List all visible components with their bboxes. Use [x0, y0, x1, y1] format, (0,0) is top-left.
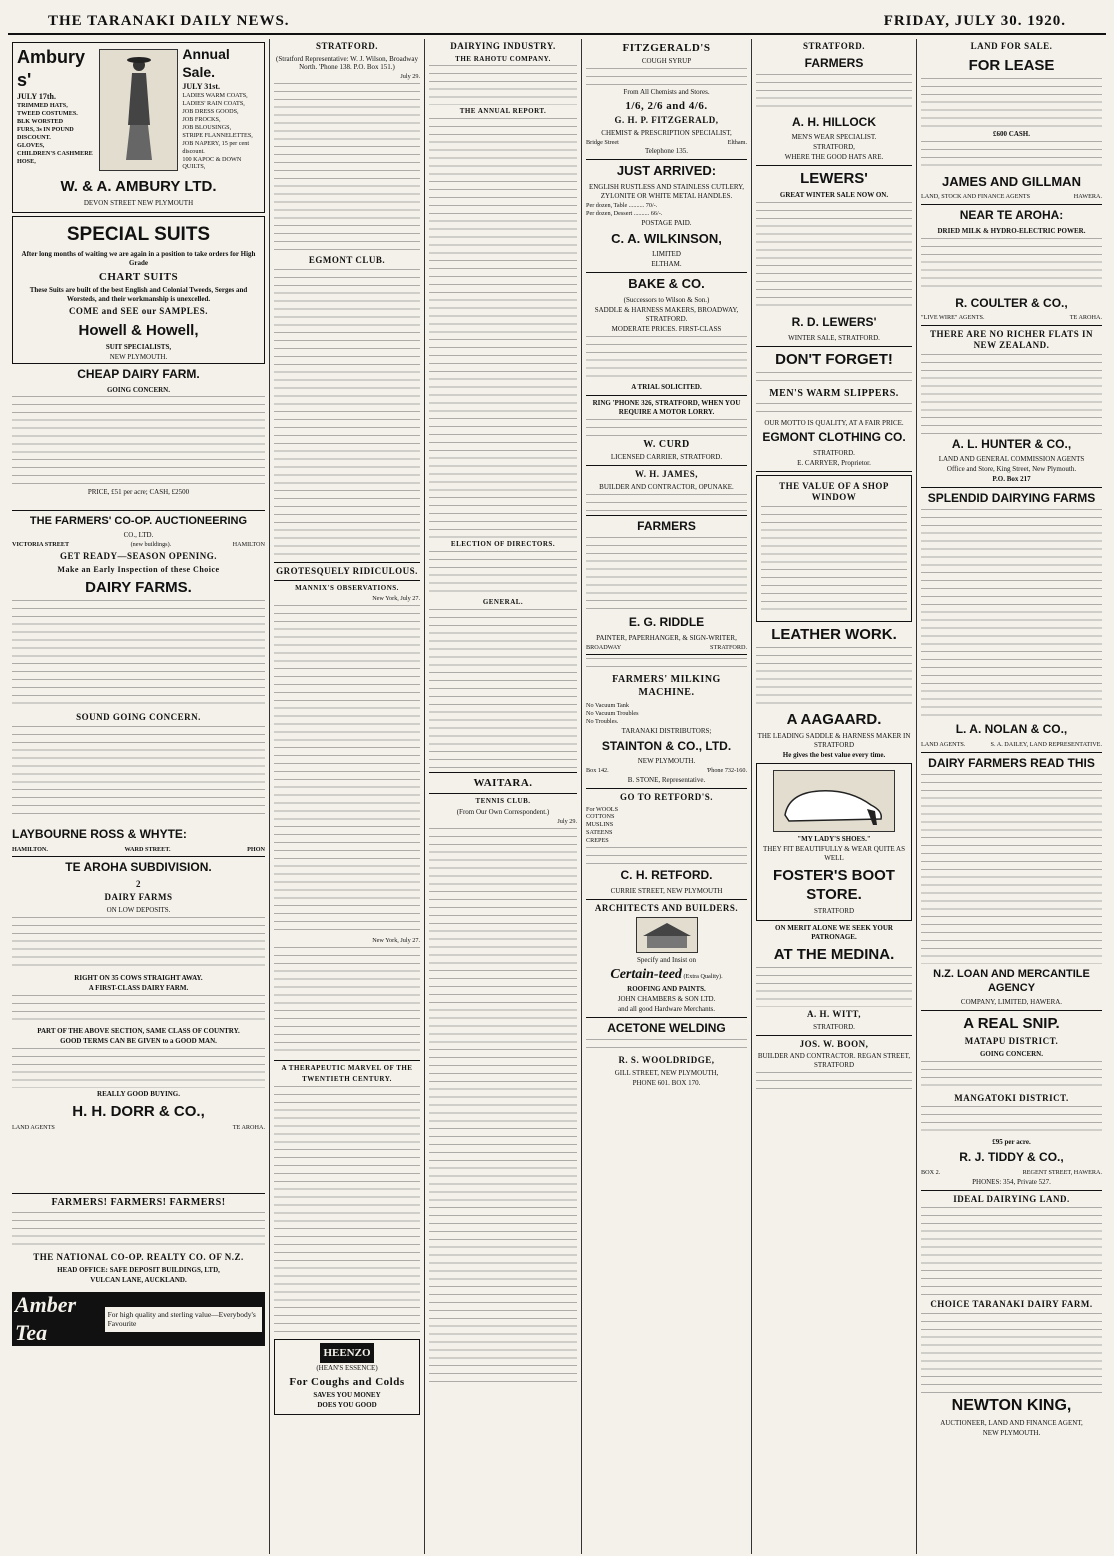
aroha-body-text	[12, 917, 265, 972]
cheap-price: PRICE, £51 per acre; CASH, £2500	[87, 488, 190, 497]
bake-role: SADDLE & HARNESS MAKERS, BROADWAY, STRATFORD.	[594, 305, 739, 323]
acetone-title: ACETONE WELDING	[607, 1020, 726, 1035]
milking-box: Box 142.	[586, 767, 609, 775]
arrived-table: Per dozen, Table .......... 70/-.	[586, 201, 658, 209]
certain-arch: ARCHITECTS AND BUILDERS.	[594, 902, 739, 913]
bake-advert	[586, 276, 747, 391]
leather-title: LEATHER WORK.	[771, 625, 897, 643]
shop-title: THE VALUE OF A SHOP WINDOW	[779, 480, 889, 503]
column-1	[8, 39, 270, 1554]
paper-name: THE TARANAKI DAILY NEWS.	[48, 13, 290, 29]
curd-body-text	[586, 419, 747, 437]
building-illustration	[636, 917, 698, 953]
hillock-tag: WHERE THE GOOD HATS ARE.	[784, 153, 884, 162]
wilkinson-town: ELTHAM.	[651, 260, 682, 269]
aroha-firm: H. H. DORR & CO.,	[72, 1102, 205, 1120]
foster-firm: FOSTER'S BOOT STORE.	[773, 866, 895, 904]
richer-body-text	[921, 354, 1102, 434]
ambury-advert	[12, 42, 265, 213]
c2-date: July 29.	[400, 73, 420, 81]
c3-date: July 29.	[557, 818, 577, 826]
snip-title: A REAL SNIP.	[963, 1015, 1060, 1033]
lady-figure-icon	[122, 55, 156, 165]
bake-prices: MODERATE PRICES. FIRST-CLASS	[611, 324, 722, 333]
nolan-rep: S. A. DAILEY, LAND REPRESENTATIVE.	[990, 740, 1102, 748]
riddle-town: STRATFORD.	[710, 643, 747, 651]
heenzo-brand: HEENZO	[320, 1343, 373, 1363]
laybourne-right: PHON	[247, 845, 265, 853]
mangatoki-body-text	[921, 1106, 1102, 1136]
shop-window-advert	[756, 475, 912, 622]
milking-rep: B. STONE, Representative.	[627, 776, 706, 785]
riddle-street: BROADWAY	[586, 643, 622, 651]
james-title: W. H. JAMES,	[635, 469, 698, 480]
aroha-body-text-3	[12, 1048, 265, 1088]
fitz-title: FITZGERALD'S	[622, 42, 711, 54]
laybourne-title: LAYBOURNE ROSS & WHYTE:	[12, 827, 187, 842]
amber-tag: For high quality and sterling value—Everybody's Favourite	[105, 1307, 262, 1332]
fitz-firm: G. H. P. FITZGERALD,	[614, 115, 719, 126]
national-office: HEAD OFFICE: SAFE DEPOSIT BUILDINGS, LTD,	[57, 1265, 220, 1274]
amber-tea-advert	[12, 1292, 265, 1346]
aroha-near: NEAR TE AROHA:	[959, 208, 1064, 223]
aroha-really: REALLY GOOD BUYING.	[97, 1089, 180, 1098]
c3-report-text	[429, 118, 577, 538]
national-body-text	[12, 1212, 265, 1250]
aagaard-tag: He gives the best value every time.	[782, 751, 886, 760]
aroha-good: GOOD TERMS CAN BE GIVEN to a GOOD MAN.	[60, 1036, 217, 1045]
c3-rahotu: THE RAHOTU COMPANY.	[455, 54, 551, 63]
leather-body-text	[756, 647, 912, 707]
c3-own: (From Our Own Correspondent.)	[456, 808, 550, 817]
ambury-right-1: LADIES' RAIN COATS,	[182, 99, 245, 107]
c2-ny1: New York, July 27.	[372, 595, 420, 603]
riddle-title: E. G. RIDDLE	[628, 615, 705, 630]
fitz-tel: Telephone 135.	[644, 147, 689, 156]
coop-title: THE FARMERS' CO-OP. AUCTIONEERING	[29, 515, 248, 528]
suits-advert	[12, 216, 265, 364]
boon-firm: JOS. W. BOON,	[799, 1038, 869, 1049]
ambury-right-3: JOB FROCKS,	[182, 115, 221, 123]
lewers-firm: R. D. LEWERS'	[791, 315, 877, 330]
lady-illustration	[99, 49, 179, 171]
retford-wools: For WOOLS	[586, 805, 619, 813]
cheap-title: CHEAP DAIRY FARM.	[77, 367, 200, 382]
bake-body-text	[586, 336, 747, 381]
ambury-date-1: JULY 17th.	[17, 92, 56, 102]
ambury-right-5: STRIPE FLANNELETTES,	[182, 131, 253, 139]
coop-sound: SOUND GOING CONCERN.	[76, 712, 201, 723]
fitz-sub: COUGH SYRUP	[641, 57, 692, 66]
heenzo-coughs: For Coughs and Colds	[289, 1376, 405, 1389]
mangatoki-title: MANGATOKI DISTRICT.	[954, 1092, 1069, 1103]
ambury-right-7: 100 KAPOC & DOWN QUILTS,	[182, 155, 242, 171]
aagaard-role: THE LEADING SADDLE & HARNESS MAKER IN STRATFORD	[757, 732, 911, 750]
retford-item-1: MUSLINS	[586, 821, 614, 829]
heenzo-sub: (HEAN'S ESSENCE)	[316, 1364, 378, 1373]
egmont-clothing: EGMONT CLOTHING CO.	[762, 430, 906, 445]
suits-lead: After long months of waiting we are again in a position to take orders for High Grade	[21, 250, 256, 268]
c2-marvel-text	[274, 1086, 420, 1336]
coop-ready: GET READY—SEASON OPENING.	[59, 551, 218, 562]
matapu-title: MATAPU DISTRICT.	[964, 1036, 1059, 1047]
aroha-town: TE AROHA.	[232, 1123, 265, 1131]
coop-body-text-2	[12, 726, 265, 821]
bake-trial: A TRIAL SOLICITED.	[631, 382, 702, 391]
coulter-town: TE AROHA.	[1069, 313, 1102, 321]
heenzo-advert	[274, 1339, 420, 1415]
ambury-sale: Annual Sale.	[182, 46, 230, 80]
ambury-right-2: JOB DRESS GOODS,	[182, 107, 239, 115]
egmont-town: STRATFORD.	[813, 448, 855, 457]
newton-firm: NEWTON KING,	[951, 1396, 1072, 1414]
ambury-right-0: LADIES WARM COATS,	[182, 92, 248, 100]
c5-farmers: FARMERS	[804, 55, 864, 70]
certain-quality: (Extra Quality).	[683, 972, 723, 980]
national-lane: VULCAN LANE, AUCKLAND.	[90, 1275, 187, 1284]
c2-mannix-text	[274, 605, 420, 935]
milking-phone: 'Phone 732-160.	[706, 767, 747, 775]
suits-firm: Howell & Howell,	[78, 321, 199, 339]
milking-intro-text	[586, 658, 747, 672]
ambury-left-3: FURS, 3s IN POUND DISCOUNT.	[17, 126, 74, 142]
shop-body-text	[761, 506, 907, 616]
suits-role: SUIT SPECIALISTS,	[105, 343, 172, 352]
heenzo-does: DOES YOU GOOD	[317, 1401, 377, 1410]
certain-firm: JOHN CHAMBERS & SON LTD.	[617, 994, 716, 1003]
acetone-advert	[586, 1021, 747, 1088]
fitz-street: Bridge Street	[586, 138, 619, 146]
forget-title: DON'T FORGET!	[775, 350, 893, 368]
tiddy-phone: PHONES: 354, Private 527.	[972, 1177, 1051, 1186]
c2-egmont: EGMONT CLUB.	[308, 255, 386, 266]
c2-century: TWENTIETH CENTURY.	[302, 1075, 392, 1084]
coop-dairy: DAIRY FARMS.	[85, 578, 192, 596]
ambury-left-5: CHILDREN'S CASHMERE HOSE,	[17, 149, 93, 165]
coulter-tag: "LIVE WIRE" AGENTS.	[921, 313, 985, 321]
ambury-right-6: JOB NAPERY, 15 per cent discount.	[182, 139, 250, 155]
milking-title: FARMERS' MILKING MACHINE.	[612, 674, 721, 699]
farmers-coop-advert	[12, 514, 265, 824]
suits-call: COME and SEE our SAMPLES.	[68, 306, 209, 317]
jg-role: LAND, STOCK AND FINANCE AGENTS	[921, 193, 1031, 201]
bake-succ: (Successors to Wilson & Son.)	[623, 295, 710, 304]
c3-election: ELECTION OF DIRECTORS.	[450, 540, 556, 549]
shoe-icon	[779, 775, 889, 827]
ideal-body-text	[921, 1207, 1102, 1297]
retford-item-2: SATEENS	[586, 829, 613, 837]
retford-item-3: CREPES	[586, 837, 609, 845]
arrived-postage: POSTAGE PAID.	[641, 218, 692, 227]
c3-report: THE ANNUAL REPORT.	[459, 107, 547, 116]
aroha-num: 2	[136, 878, 141, 889]
ambury-address: DEVON STREET NEW PLYMOUTH	[83, 199, 194, 208]
ambury-left-0: TRIMMED HATS,	[17, 102, 68, 110]
read-title: DAIRY FARMERS READ THIS	[928, 755, 1095, 770]
riddle-advert	[586, 519, 747, 652]
lewers-title: LEWERS'	[800, 170, 868, 188]
lease-body-text	[921, 78, 1102, 128]
foster-advert	[756, 763, 912, 921]
column-2	[270, 39, 425, 1554]
hillock-role: MEN'S WEAR SPECIALIST.	[791, 133, 877, 142]
jg-firm: JAMES AND GILLMAN	[942, 173, 1081, 189]
coop-body-text	[12, 600, 265, 710]
c2-mannix-text-2	[274, 947, 420, 1057]
aroha-deposits: ON LOW DEPOSITS.	[106, 905, 171, 914]
c3-election-text	[429, 551, 577, 596]
column-4	[582, 39, 752, 1554]
farmers-line: FARMERS! FARMERS! FARMERS!	[51, 1197, 226, 1209]
certain-brand: Certain-teed	[610, 966, 682, 982]
wilkinson-advert	[586, 163, 747, 269]
c2-council-text	[274, 83, 420, 253]
milking-line-0: No Vacuum Tank	[586, 702, 629, 710]
hillock-firm: A. H. HILLOCK	[792, 114, 876, 129]
ambury-left-2: BLK WORSTED	[17, 118, 64, 126]
aagaard-firm: A AAGAARD.	[786, 710, 882, 728]
richer-title: THERE ARE NO RICHER FLATS IN NEW ZEALAND.	[929, 328, 1094, 351]
cheap-sub: GOING CONCERN.	[106, 385, 170, 394]
splendid-title: SPLENDID DAIRYING FARMS	[927, 491, 1096, 506]
milking-firm: STAINTON & CO., LTD.	[601, 738, 732, 753]
c2-rep: (Stratford Representative: W. J. Wilson, Broadway North. 'Phone 138. P.O. Box 151.)	[276, 54, 418, 72]
c6-head: LAND FOR SALE.	[970, 41, 1053, 51]
tiddy-addr: REGENT STREET, HAWERA.	[1022, 1168, 1102, 1176]
hunter-firm: A. L. HUNTER & CO.,	[951, 436, 1072, 451]
coop-sub: CO., LTD.	[123, 531, 154, 540]
arrived-dessert: Per dozen, Dessert .......... 66/-.	[586, 209, 663, 217]
snip-going: GOING CONCERN.	[979, 1049, 1043, 1058]
riddle-role: PAINTER, PAPERHANGER, & SIGN-WRITER,	[596, 633, 737, 642]
laybourne-mid: WARD STREET.	[124, 845, 171, 853]
choice-body-text	[921, 1313, 1102, 1393]
c2-head: STRATFORD.	[315, 41, 379, 51]
national-title: THE NATIONAL CO-OP. REALTY CO. OF N.Z.	[33, 1252, 244, 1263]
coop-street: VICTORIA STREET	[12, 541, 70, 549]
ambury-left-1: TWEED COSTUMES.	[17, 110, 78, 118]
hunter-addr: Office and Store, King Street, New Plymouth.	[946, 465, 1077, 474]
ambury-title: Ambury s'	[17, 47, 86, 91]
slippers-body-text	[756, 403, 912, 417]
retford-title: GO TO RETFORD'S.	[620, 792, 713, 802]
bake-title: BAKE & CO.	[628, 276, 705, 292]
hunter-role: LAND AND GENERAL COMMISSION AGENTS	[938, 455, 1085, 464]
c3-waitara: WAITARA.	[473, 777, 533, 790]
laybourne-left: HAMILTON.	[12, 845, 48, 853]
c2-club-text	[274, 269, 420, 559]
tiddy-box: BOX 2.	[921, 1168, 941, 1176]
aroha-agents: LAND AGENTS	[12, 1123, 55, 1131]
ambury-left-4: GLOVES,	[17, 141, 45, 149]
national-advert	[12, 1197, 265, 1292]
tiddy-firm: R. J. TIDDY & CO.,	[959, 1150, 1064, 1165]
james-role: BUILDER AND CONTRACTOR, OPUNAKE.	[599, 482, 734, 491]
nolan-role: LAND AGENTS.	[921, 740, 966, 748]
aroha-right-on: RIGHT ON 35 COWS STRAIGHT AWAY.	[74, 973, 203, 982]
boon-body-text	[756, 1072, 912, 1094]
heenzo-saves: SAVES YOU MONEY	[313, 1391, 381, 1400]
loan-sub: COMPANY, LIMITED, HAWERA.	[960, 998, 1063, 1007]
retford-firm: C. H. RETFORD.	[620, 868, 713, 883]
fitzgerald-advert	[586, 41, 747, 156]
ambury-firm: W. & A. AMBURY LTD.	[60, 178, 217, 195]
c3-intro-text	[429, 65, 577, 105]
egmont-prop: E. CARRYER, Proprietor.	[797, 458, 871, 467]
lease-title: FOR LEASE	[968, 56, 1055, 74]
column-6	[917, 39, 1106, 1554]
acetone-street: GILL STREET, NEW PLYMOUTH,	[614, 1068, 719, 1077]
wilkinson-firm: C. A. WILKINSON,	[611, 230, 722, 246]
merit: ON MERIT ALONE WE SEEK YOUR PATRONAGE.	[775, 924, 893, 942]
lease-body-text-2	[921, 141, 1102, 171]
boon-role: BUILDER AND CONTRACTOR. REGAN STREET, STRATFORD	[757, 1052, 911, 1070]
motto: OUR MOTTO IS QUALITY, AT A FAIR PRICE.	[764, 418, 904, 427]
c4-farmers: FARMERS	[637, 518, 696, 533]
jg-town: HAWERA.	[1073, 193, 1102, 201]
masthead	[8, 6, 1106, 35]
te-aroha-advert	[12, 860, 265, 1190]
riddle-body-text	[586, 537, 747, 612]
house-icon	[639, 920, 695, 950]
c3-head: DAIRYING INDUSTRY.	[450, 41, 556, 51]
retford-advert	[586, 792, 747, 896]
arrived-title: JUST ARRIVED:	[616, 163, 717, 179]
curd-role: LICENSED CARRIER, STRATFORD.	[610, 453, 723, 462]
amber-brand: Amber Tea	[15, 1292, 77, 1346]
fitz-role: CHEMIST & PRESCRIPTION SPECIALIST,	[601, 128, 732, 137]
loan-title: N.Z. LOAN AND MERCANTILE AGENCY	[933, 968, 1090, 995]
retford-addr: CURRIE STREET, NEW PLYMOUTH	[610, 886, 723, 895]
choice-title: CHOICE TARANAKI DAIRY FARM.	[930, 1299, 1093, 1310]
slippers-title: MEN'S WARM SLIPPERS.	[769, 387, 899, 399]
fitz-body-text	[586, 68, 747, 86]
retford-body-text	[586, 847, 747, 865]
aroha-power: DRIED MILK & HYDRO-ELECTRIC POWER.	[937, 226, 1086, 235]
wilkinson-ltd: LIMITED	[652, 250, 681, 259]
curd-firm: W. CURD	[643, 438, 690, 450]
aroha-power-text	[921, 238, 1102, 293]
c2-grotesque: GROTESQUELY RIDICULOUS.	[276, 565, 418, 576]
suits-town: NEW PLYMOUTH.	[109, 353, 168, 361]
splendid-body-text	[921, 509, 1102, 719]
medina-title: AT THE MEDINA.	[773, 946, 895, 964]
retford-item-0: COTTONS	[586, 813, 615, 821]
acetone-body-text	[586, 1039, 747, 1053]
c5-head: STRATFORD.	[802, 41, 866, 51]
coop-branch: (new buildings).	[130, 541, 172, 549]
fitz-prices: 1/6, 2/6 and 4/6.	[625, 99, 708, 112]
suits-title: SPECIAL SUITS	[66, 224, 211, 246]
c2-therapeutic: A THERAPEUTIC MARVEL OF THE	[281, 1064, 413, 1073]
shoes-quote: "MY LADY'S SHOES."	[797, 835, 871, 844]
certain-stores: and all good Hardware Merchants.	[618, 1004, 715, 1013]
foster-town: STRATFORD	[813, 907, 855, 916]
ambury-date-2: JULY 31st.	[182, 81, 220, 91]
witt-town: STRATFORD.	[813, 1022, 855, 1031]
suits-chart: CHART SUITS	[98, 271, 179, 284]
aroha-part: PART OF THE ABOVE SECTION, SAME CLASS OF COUNTRY.	[37, 1026, 240, 1035]
c2-mannix: MANNIX'S OBSERVATIONS.	[295, 584, 399, 593]
column-5	[752, 39, 917, 1554]
newton-town: NEW PLYMOUTH.	[982, 1429, 1041, 1438]
hunter-box: P.O. Box 217	[992, 475, 1031, 484]
fitz-town: Eltham.	[727, 138, 747, 146]
issue-date: FRIDAY, JULY 30. 1920.	[883, 13, 1066, 29]
james-advert	[586, 469, 747, 511]
acetone-phone: PHONE 601. BOX 170.	[632, 1078, 701, 1087]
james-body-text	[586, 494, 747, 512]
nolan-firm: L. A. NOLAN & CO.,	[955, 722, 1068, 737]
hillock-town: STRATFORD,	[813, 143, 855, 152]
matapu-body-text	[921, 1061, 1102, 1091]
column-3	[425, 39, 582, 1554]
aroha-first: A FIRST-CLASS DAIRY FARM.	[88, 983, 189, 992]
milking-advert	[586, 658, 747, 785]
forget-body-text	[756, 372, 912, 386]
lewers-body-text	[756, 202, 912, 312]
coop-make: Make an Early Inspection of these Choice	[57, 564, 220, 574]
arrived-body: ENGLISH RUSTLESS AND STAINLESS CUTLERY, ZYLONITE OR WHITE METAL HANDLES.	[588, 183, 745, 200]
medina-body-text	[756, 967, 912, 1007]
certain-specify: Specify and Insist on	[637, 956, 696, 965]
aroha-title: TE AROHA SUBDIVISION.	[65, 860, 212, 875]
shoes-sub: THEY FIT BEAUTIFULLY & WEAR QUITE AS WELL	[762, 844, 905, 862]
aroha-body-text-2	[12, 995, 265, 1025]
milking-dist: TARANAKI DISTRIBUTORS;	[621, 726, 712, 735]
c2-ny2: New York, July 27.	[372, 937, 420, 945]
aroha-dairy: DAIRY FARMS	[104, 892, 173, 903]
lewers-sale: GREAT WINTER SALE NOW ON.	[779, 191, 889, 200]
acetone-firm: R. S. WOOLDRIDGE,	[618, 1055, 715, 1066]
cheap-farm-advert	[12, 367, 265, 507]
ideal-title: IDEAL DAIRYING LAND.	[953, 1193, 1070, 1204]
coulter-firm: R. COULTER & CO.,	[955, 295, 1068, 310]
milking-line-2: No Troubles.	[586, 717, 619, 725]
certain-teed-advert	[586, 903, 747, 1014]
lewers-sub: WINTER SALE, STRATFORD.	[788, 333, 880, 342]
c3-tennis: TENNIS CLUB.	[475, 797, 531, 806]
coop-town: HAMILTON	[232, 541, 265, 549]
laybourne-advert	[12, 824, 265, 845]
cheap-body-text	[12, 396, 265, 486]
witt-firm: A. H. WITT,	[807, 1009, 861, 1020]
milking-town: NEW PLYMOUTH.	[637, 757, 696, 766]
read-body-text	[921, 774, 1102, 964]
lease-cash: £600 CASH.	[993, 129, 1030, 138]
newton-role: AUCTIONEER, LAND AND FINANCE AGENT,	[940, 1419, 1083, 1428]
hillock-body-text	[756, 74, 912, 112]
shoe-illustration	[773, 770, 895, 832]
certain-roofing: ROOFING AND PAINTS.	[627, 984, 706, 993]
milking-line-1: No Vacuum Troubles	[586, 709, 639, 717]
c3-tennis-text	[429, 828, 577, 1388]
price-95: £95 per acre.	[992, 1138, 1031, 1147]
suits-body: These Suits are built of the best English and Colonial Tweeds, Serges and Worsteds, and their workmanship is unexcelled.	[29, 286, 248, 304]
fitz-from: From All Chemists and Stores.	[623, 88, 710, 97]
curd-advert	[586, 399, 747, 463]
ambury-right-4: JOB BLOUSINGS,	[182, 123, 232, 131]
c3-general-text	[429, 609, 577, 769]
c3-general: GENERAL.	[482, 598, 524, 607]
ring-title: RING 'PHONE 326, STRATFORD, WHEN YOU REQUIRE A MOTOR LORRY.	[592, 398, 741, 416]
